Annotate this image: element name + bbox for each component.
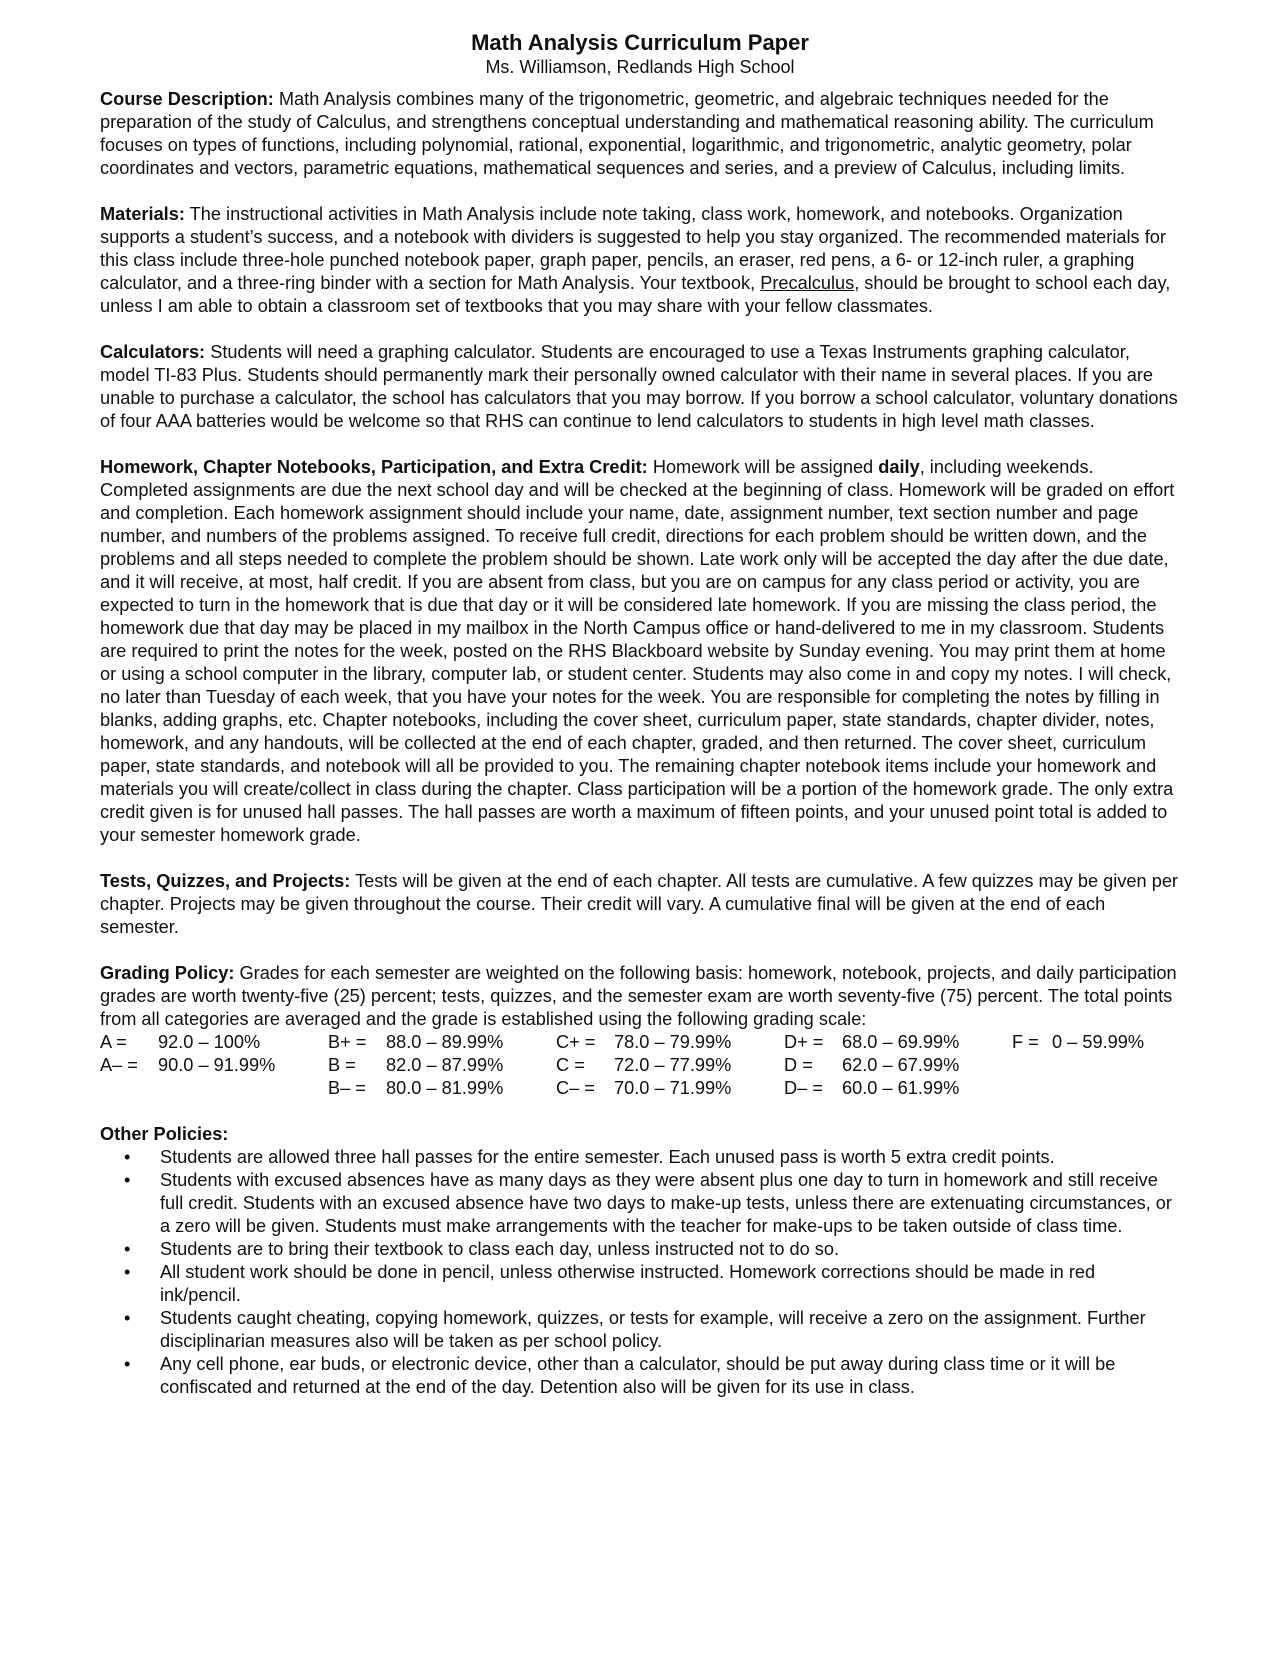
- grade-letter: D– =: [784, 1078, 823, 1098]
- grade-letter: B+ =: [328, 1032, 367, 1052]
- grade-range: 90.0 – 91.99%: [158, 1055, 276, 1075]
- calculators-section: [100, 341, 1180, 433]
- grade-letter: F =: [1012, 1032, 1039, 1052]
- list-item: • Students are to bring their textbook to class each day, unless instructed not to do so.: [124, 1239, 840, 1259]
- bullet-icon: •: [124, 1170, 131, 1190]
- section-label: Other Policies:: [100, 1124, 229, 1144]
- section-text: The instructional activities in Math Analysis include note taking, class work, homework, and notebooks. Organization supports a student’s success, and a notebook with dividers is suggested to help you stay organized. The recommended materials for this class include three-hole punched notebook paper, graph paper, pencils, an eraser, red pens, a 6- or 12-inch ruler, a graphing calculator, and a three-ring binder with a section for Math Analysis. Your textbook,: [100, 204, 1166, 293]
- grade-row: [100, 1031, 1144, 1054]
- grade-letter: D+ =: [784, 1032, 824, 1052]
- section-label: Grading Policy:: [100, 963, 235, 983]
- list-item: • Any cell phone, ear buds, or electronic device, other than a calculator, should be put away during class time or it will be confiscated and returned at the end of the day. Detention also will be given for its use in class.: [124, 1354, 1116, 1397]
- list-item: • All student work should be done in pencil, unless otherwise instructed. Homework corrections should be made in red ink/pencil.: [124, 1262, 1096, 1305]
- bullet-icon: •: [124, 1147, 131, 1167]
- section-label: Homework, Chapter Notebooks, Participation, and Extra Credit:: [100, 457, 648, 477]
- materials-section: [100, 203, 1180, 318]
- grade-letter: A =: [100, 1032, 127, 1052]
- bullet-icon: •: [124, 1354, 131, 1374]
- bullet-icon: •: [124, 1308, 131, 1328]
- section-label: Course Description:: [100, 89, 274, 109]
- grade-range: 80.0 – 81.99%: [386, 1078, 504, 1098]
- grade-range: 68.0 – 69.99%: [842, 1032, 960, 1052]
- grade-range: 82.0 – 87.99%: [386, 1055, 504, 1075]
- grade-letter: D =: [784, 1055, 813, 1075]
- grading-scale-table: [100, 1031, 1144, 1100]
- list-item: • Students caught cheating, copying homework, quizzes, or tests for example, will receive a zero on the assignment. Further disciplinarian measures also will be taken as per school policy.: [124, 1308, 1146, 1351]
- textbook-title: Precalculus: [760, 273, 855, 293]
- grade-range: 70.0 – 71.99%: [614, 1078, 732, 1098]
- grade-letter: B =: [328, 1055, 356, 1075]
- grade-range: 72.0 – 77.99%: [614, 1055, 732, 1075]
- course-description-section: [100, 88, 1180, 180]
- section-text: Math Analysis combines many of the trigonometric, geometric, and algebraic techniques needed for the preparation of the study of Calculus, and strengthens conceptual understanding and mathematical reasoning ability. The curriculum focuses on types of functions, including polynomial, rational, exponential, logarithmic, and trigonometric, analytic geometry, polar coordinates and vectors, parametric equations, mathematical sequences and series, and a preview of Calculus, including limits.: [100, 89, 1154, 178]
- document-subtitle: Ms. Williamson, Redlands High School: [485, 57, 795, 77]
- grade-row: [100, 1077, 1144, 1100]
- section-label: Materials:: [100, 204, 185, 224]
- grade-letter: C =: [556, 1055, 585, 1075]
- grade-row: [100, 1054, 1144, 1077]
- emphasis-daily: daily: [878, 457, 920, 477]
- section-text: Students will need a graphing calculator. Students are encouraged to use a Texas Instruments graphing calculator, model TI-83 Plus. Students should permanently mark their personally owned calculator with their name in several places. If you are unable to purchase a calculator, the school has calculators that you may borrow. If you borrow a school calculator, voluntary donations of four AAA batteries would be welcome so that RHS can continue to lend calculators to students in high level math classes.: [100, 342, 1178, 431]
- section-label: Tests, Quizzes, and Projects:: [100, 871, 351, 891]
- section-text: , should be brought to school each day, unless I am able to obtain a classroom set of textbooks that you may share with your fellow classmates.: [100, 273, 1171, 316]
- list-item: • Students with excused absences have as many days as they were absent plus one day to turn in homework and still receive full credit. Students with an excused absence have two days to make-up tests, unless there are extenuating circumstances, or a zero will be given. Students must make arrangements with the teacher for make-ups to be taken outside of class time.: [124, 1170, 1172, 1236]
- section-label: Calculators:: [100, 342, 206, 362]
- grade-range: 92.0 – 100%: [158, 1032, 261, 1052]
- grading-section: [100, 962, 1180, 1100]
- section-text: Tests will be given at the end of each chapter. All tests are cumulative. A few quizzes may be given per chapter. Projects may be given throughout the course. Their credit will vary. A cumulative final will be given at the end of each semester.: [100, 871, 1178, 937]
- document-title: Math Analysis Curriculum Paper: [471, 30, 809, 55]
- policy-list: [100, 1146, 1180, 1399]
- document-page: [100, 30, 1180, 1399]
- grade-letter: C– =: [556, 1078, 595, 1098]
- grade-range: 60.0 – 61.99%: [842, 1078, 960, 1098]
- grade-range: 0 – 59.99%: [1052, 1032, 1145, 1052]
- homework-section: [100, 456, 1180, 847]
- grade-range: 88.0 – 89.99%: [386, 1032, 504, 1052]
- list-item: • Students are allowed three hall passes for the entire semester. Each unused pass is worth 5 extra credit points.: [124, 1147, 1055, 1167]
- grade-letter: C+ =: [556, 1032, 596, 1052]
- other-policies-section: [100, 1123, 1180, 1399]
- section-text: Grades for each semester are weighted on the following basis: homework, notebook, projects, and daily participation grades are worth twenty-five (25) percent; tests, quizzes, and the semester exam are worth seventy-five (75) percent. The total points from all categories are averaged and the grade is established using the following grading scale:: [100, 963, 1177, 1029]
- grade-range: 62.0 – 67.99%: [842, 1055, 960, 1075]
- tests-section: [100, 870, 1180, 939]
- bullet-icon: •: [124, 1239, 131, 1259]
- grade-letter: A– =: [100, 1055, 138, 1075]
- bullet-icon: •: [124, 1262, 131, 1282]
- grade-range: 78.0 – 79.99%: [614, 1032, 732, 1052]
- section-text: Homework will be assigned: [652, 457, 879, 477]
- grade-letter: B– =: [328, 1078, 366, 1098]
- section-text: , including weekends. Completed assignments are due the next school day and will be checked at the beginning of class. Homework will be graded on effort and completion. Each homework assignment should include your name, date, assignment number, text section number and page number, and numbers of the problems assigned. To receive full credit, directions for each problem should be written down, and the problems and all steps needed to complete the problem should be shown. Late work only will be accepted the day after the due date, and it will receive, at most, half credit. If you are absent from class, but you are on campus for any class period or activity, you are expected to turn in the homework that is due that day or it will be considered late homework. If you are missing the class period, the homework due that day may be placed in my mailbox in the North Campus office or hand-delivered to me in my classroom. Students are required to print the notes for the week, posted on the RHS Blackboard website by Sunday evening. You may print them at home or using a school computer in the library, computer lab, or student center. Students may also come in and copy my notes. I will check, no later than Tuesday of each week, that you have your notes for the week. You are responsible for completing the notes by filling in blanks, adding graphs, etc. Chapter notebooks, including the cover sheet, curriculum paper, state standards, chapter divider, notes, homework, and any handouts, will be collected at the end of each chapter, graded, and then returned. The cover sheet, curriculum paper, state standards, and notebook will all be provided to you. The remaining chapter notebook items include your homework and materials you will create/collect in class during the chapter. Class participation will be a portion of the homework grade. The only extra credit given is for unused hall passes. The hall passes are worth a maximum of fifteen points, and your unused point total is added to your semester homework grade.: [100, 457, 1175, 845]
